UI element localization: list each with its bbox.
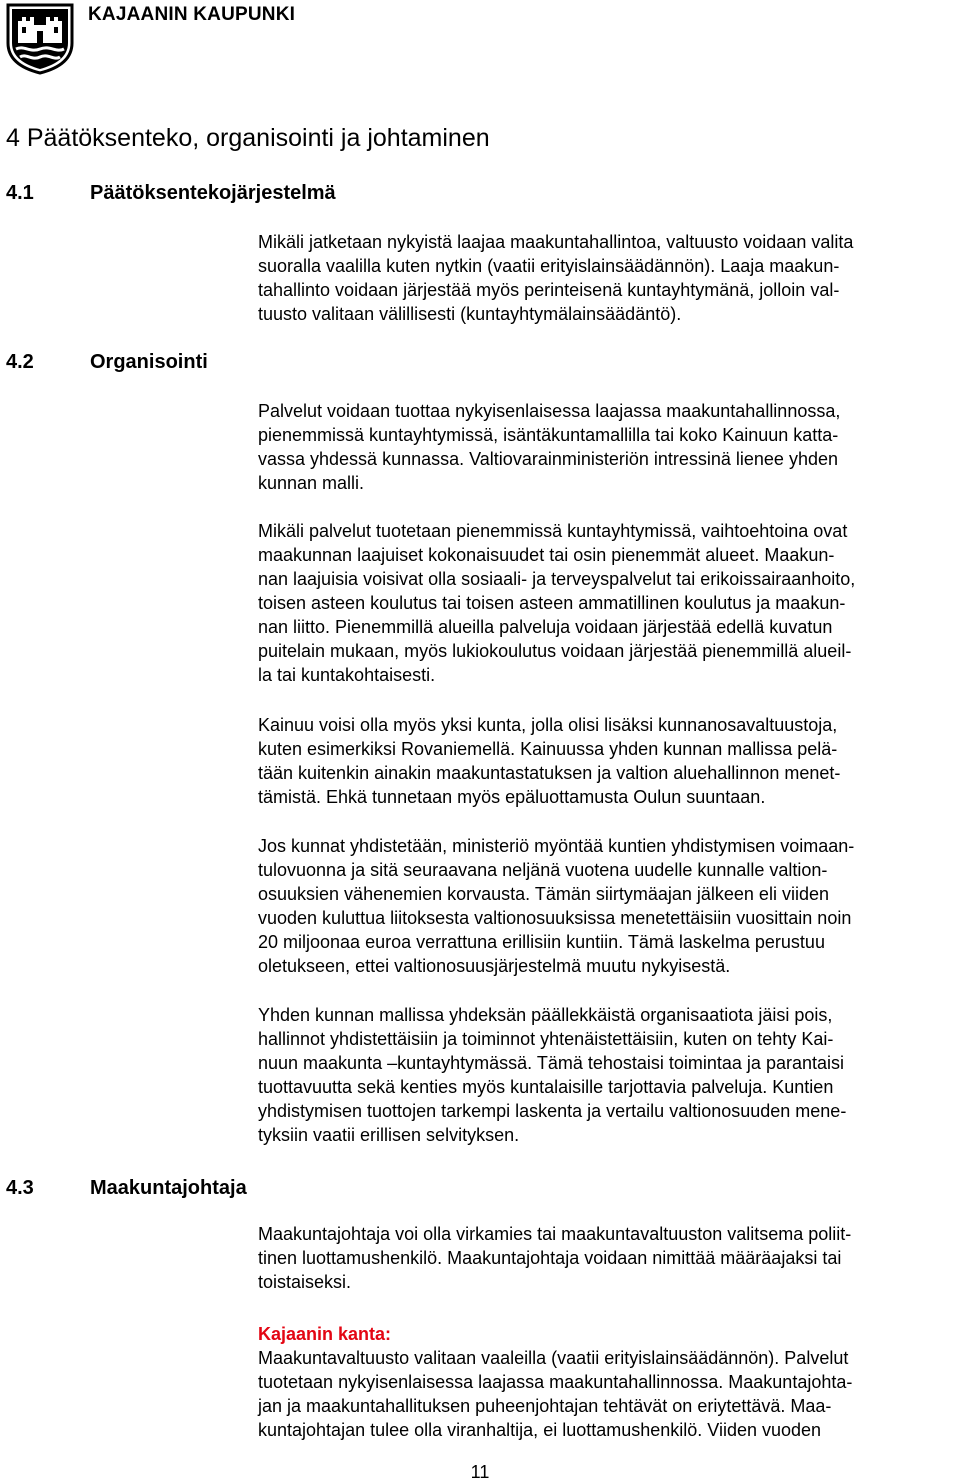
section-heading-4-2: [6, 351, 208, 374]
text-line: tuotetaan nykyisenlaisessa laajassa maakuntahallinnossa. Maakuntajohta-: [258, 1372, 853, 1392]
text-line: maakunnan laajuiset kokonaisuudet tai osin pienemmät alueet. Maakun-: [258, 545, 835, 565]
text-line: tulovuonna ja sitä seuraavana neljänä vuotena uudelle kunnalle valtion-: [258, 860, 828, 880]
text-line: tyksiin vaatii erillisen selvityksen.: [258, 1125, 520, 1145]
text-line: jan ja maakuntahallituksen puheenjohtajan tehtävät on eriytettävä. Maa-: [258, 1396, 832, 1416]
section-title: Maakuntajohtaja: [90, 1177, 247, 1199]
kajaani-coat-of-arms-icon: [6, 3, 74, 75]
text-line: kunnan malli.: [258, 473, 365, 493]
text-line: oletukseen, ettei valtionosuusjärjestelmä muutu nykyisestä.: [258, 956, 731, 976]
text-line: la tai kuntakohtaisesti.: [258, 665, 436, 685]
organization-name: KAJAANIN KAUPUNKI: [88, 4, 296, 25]
text-line: kuntajohtajan tulee olla viranhaltija, ei luottamushenkilö. Viiden vuoden: [258, 1420, 822, 1440]
text-line: Kainuu voisi olla myös yksi kunta, jolla olisi lisäksi kunnanosavaltuustoja,: [258, 715, 838, 735]
kanta-block: [258, 1322, 958, 1442]
text-line: tään kuitenkin ainakin maakuntastatuksen ja valtion aluehallinnon menet-: [258, 763, 841, 783]
text-line: toistaiseksi.: [258, 1272, 352, 1292]
text-line: hallinnot yhdistettäisiin ja toiminnot yhtenäistettäisiin, kuten on tehty Kai-: [258, 1029, 834, 1049]
text-line: kuten esimerkiksi Rovaniemellä. Kainuussa yhden kunnan mallissa pelä-: [258, 739, 838, 759]
text-line: tämistä. Ehkä tunnetaan myös epäluottamusta Oulun suuntaan.: [258, 787, 766, 807]
section-number: 4.1: [6, 182, 34, 204]
text-line: osuuksien vähenemien korvausta. Tämän siirtymäajan jälkeen eli viiden: [258, 884, 829, 904]
paragraph: [258, 399, 958, 495]
text-line: vassa yhdessä kunnassa. Valtiovarainministeriön intressinä lienee yhden: [258, 449, 838, 469]
text-line: nan laajuisia voisivat olla sosiaali- ja terveyspalvelut tai erikoissairaanhoito,: [258, 569, 856, 589]
text-line: nuun maakunta –kuntayhtymässä. Tämä tehostaisi toimintaa ja parantaisi: [258, 1053, 844, 1073]
paragraph: [258, 519, 958, 687]
text-line: tinen luottamushenkilö. Maakuntajohtaja voidaan nimittää määräajaksi tai: [258, 1248, 842, 1268]
section-heading-4-1: [6, 182, 336, 205]
text-line: suoralla vaalilla kuten nytkin (vaatii erityislainsäädännön). Laaja maakun-: [258, 256, 840, 276]
section-number: 4.3: [6, 1177, 34, 1199]
section-number: 4.2: [6, 351, 34, 373]
text-line: 20 miljoonaa euroa verrattuna erillisiin kuntiin. Tämä laskelma perustuu: [258, 932, 825, 952]
text-line: toisen asteen koulutus tai toisen asteen ammatillinen koulutus ja maakun-: [258, 593, 846, 613]
text-line: Yhden kunnan mallissa yhdeksän päällekkäistä organisaatiota jäisi pois,: [258, 1005, 833, 1025]
text-line: tuottavuutta sekä kenties myös kuntalaisille tarjottavia palveluja. Kuntien: [258, 1077, 834, 1097]
chapter-title: 4 Päätöksenteko, organisointi ja johtaminen: [6, 124, 490, 152]
paragraph: [258, 834, 958, 978]
section-title: Päätöksentekojärjestelmä: [90, 182, 336, 204]
section-title: Organisointi: [90, 351, 208, 373]
text-line: Jos kunnat yhdistetään, ministeriö myöntää kuntien yhdistymisen voimaan-: [258, 836, 855, 856]
text-line: nan liitto. Pienemmillä alueilla palveluja voidaan järjestää edellä kuvatun: [258, 617, 833, 637]
text-line: Mikäli jatketaan nykyistä laajaa maakuntahallintoa, valtuusto voidaan valita: [258, 232, 854, 252]
paragraph: [258, 230, 958, 326]
text-line: tuusto valitaan välillisesti (kuntayhtymälainsäädäntö).: [258, 304, 682, 324]
kanta-title: Kajaanin kanta:: [258, 1324, 392, 1344]
text-line: Palvelut voidaan tuottaa nykyisenlaisessa laajassa maakuntahallinnossa,: [258, 401, 841, 421]
paragraph: [258, 1222, 958, 1294]
text-line: Maakuntavaltuusto valitaan vaaleilla (vaatii erityislainsäädännön). Palvelut: [258, 1348, 849, 1368]
paragraph: [258, 713, 958, 809]
text-line: pienemmissä kuntayhtymissä, isäntäkuntamallilla tai koko Kainuun katta-: [258, 425, 839, 445]
text-line: tahallinto voidaan järjestää myös perinteisenä kuntayhtymänä, jolloin val-: [258, 280, 840, 300]
text-line: yhdistymisen tuottojen tarkempi laskenta ja vertailu valtionosuuden mene-: [258, 1101, 847, 1121]
text-line: puitelain mukaan, myös lukiokoulutus voidaan järjestää pienemmillä alueil-: [258, 641, 852, 661]
page-number: 11: [470, 1462, 490, 1482]
section-heading-4-3: [6, 1177, 247, 1200]
text-line: Maakuntajohtaja voi olla virkamies tai maakuntavaltuuston valitsema poliit-: [258, 1224, 852, 1244]
text-line: Mikäli palvelut tuotetaan pienemmissä kuntayhtymissä, vaihtoehtoina ovat: [258, 521, 848, 541]
paragraph: [258, 1003, 958, 1147]
text-line: vuoden kuluttua liitoksesta valtionosuuksissa menetettäisiin vuosittain noin: [258, 908, 852, 928]
